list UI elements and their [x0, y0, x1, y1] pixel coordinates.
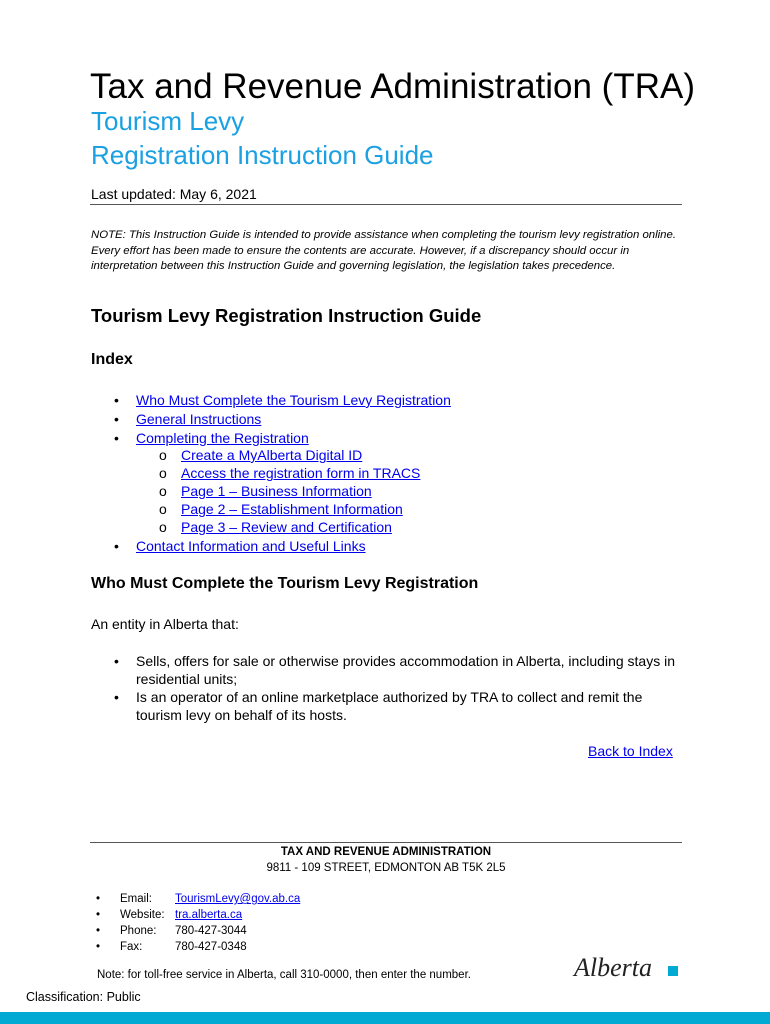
alberta-logo-square [668, 966, 678, 976]
index-link-general-instructions[interactable]: General Instructions [136, 411, 262, 427]
back-to-index-link[interactable]: Back to Index [588, 743, 673, 759]
subtitle-registration-guide: Registration Instruction Guide [91, 140, 434, 170]
footer-divider [90, 842, 682, 843]
bullet-icon: • [114, 538, 119, 554]
index-link-who-must-complete[interactable]: Who Must Complete the Tourism Levy Registration [136, 392, 451, 408]
subtitle-tourism-levy: Tourism Levy [91, 106, 245, 136]
index-link-create-digital-id[interactable]: Create a MyAlberta Digital ID [181, 447, 363, 463]
document-title: Tax and Revenue Administration (TRA) [90, 67, 695, 106]
bullet-icon: • [96, 909, 101, 921]
contact-email-link[interactable]: TourismLevy@gov.ab.ca [175, 893, 301, 905]
footer-address: 9811 - 109 STREET, EDMONTON AB T5K 2L5 [266, 862, 506, 874]
contact-label-fax: Fax: [120, 941, 143, 953]
sub-bullet-icon: o [159, 447, 167, 463]
index-link-contact-information[interactable]: Contact Information and Useful Links [136, 538, 366, 554]
who-bullet-online-marketplace: Is an operator of an online marketplace authorized by TRA to collect and remit the tourism levy on behalf of its hosts. [136, 689, 643, 723]
sub-bullet-icon: o [159, 465, 167, 481]
alberta-logo [572, 950, 682, 984]
last-updated-date: Last updated: May 6, 2021 [91, 186, 257, 202]
index-link-completing-registration[interactable]: Completing the Registration [136, 430, 309, 446]
contact-label-email: Email: [120, 893, 152, 905]
index-link-page-2[interactable]: Page 2 – Establishment Information [181, 501, 403, 517]
bullet-icon: • [114, 653, 119, 669]
bullet-icon: • [96, 893, 101, 905]
contact-phone-value: 780-427-3044 [175, 925, 247, 937]
bullet-icon: • [96, 941, 101, 953]
contact-label-website: Website: [120, 909, 165, 921]
header-divider [90, 204, 682, 205]
bullet-icon: • [96, 925, 101, 937]
main-heading: Tourism Levy Registration Instruction Guide [91, 305, 482, 326]
sub-bullet-icon: o [159, 519, 167, 535]
index-link-access-tracs[interactable]: Access the registration form in TRACS [181, 465, 421, 481]
index-heading: Index [91, 351, 133, 368]
bullet-icon: • [114, 411, 119, 427]
index-link-page-3[interactable]: Page 3 – Review and Certification [181, 519, 392, 535]
contact-label-phone: Phone: [120, 925, 157, 937]
classification-label: Classification: Public [26, 990, 141, 1004]
bullet-icon: • [114, 689, 119, 705]
sub-bullet-icon: o [159, 501, 167, 517]
bottom-accent-bar [0, 1012, 770, 1024]
contact-website-link[interactable]: tra.alberta.ca [175, 909, 243, 921]
who-section-heading: Who Must Complete the Tourism Levy Registration [91, 575, 479, 592]
contact-fax-value: 780-427-0348 [175, 941, 247, 953]
sub-bullet-icon: o [159, 483, 167, 499]
index-link-page-1[interactable]: Page 1 – Business Information [181, 483, 372, 499]
bullet-icon: • [114, 430, 119, 446]
who-bullet-accommodation: Sells, offers for sale or otherwise provides accommodation in Alberta, including stays in residential units; [136, 653, 676, 687]
alberta-logo-text: Alberta [574, 953, 652, 982]
bullet-icon: • [114, 392, 119, 408]
who-section-intro: An entity in Alberta that: [91, 616, 239, 632]
footer-organization: TAX AND REVENUE ADMINISTRATION [280, 846, 492, 858]
disclaimer-note: NOTE: This Instruction Guide is intended to provide assistance when completing the tourism levy registration online. Every effort has been made to ensure the contents are accurate. However, if a discrepancy should occur in interpretation between this Instruction Guide and governing legislation, the legislation takes precedence. [91, 229, 677, 272]
tollfree-note: Note: for toll-free service in Alberta, call 310-0000, then enter the number. [97, 969, 471, 981]
